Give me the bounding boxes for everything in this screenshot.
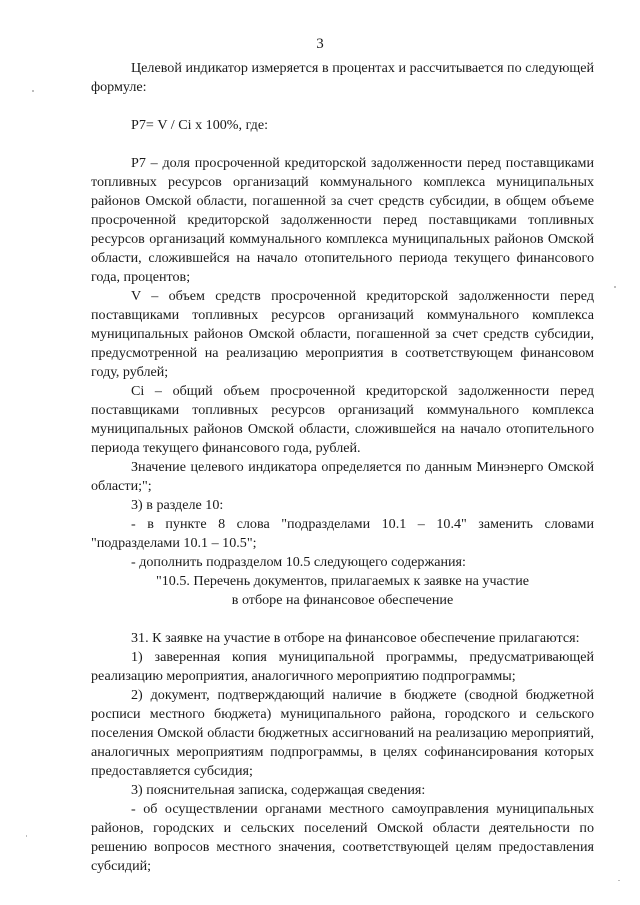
scan-artifact-mark [32,90,34,92]
scan-artifact-mark [614,286,616,288]
list-item-3-paragraph: 3) пояснительная записка, содержащая сведения: [131,782,426,798]
subsection-heading-line-2: в отборе на финансовое обеспечение [231,592,454,608]
page-number: 3 [316,36,324,52]
add-subsection-paragraph: - дополнить подразделом 10.5 следующего содержания: [131,554,466,570]
formula: Р7= V / Ci x 100%, где: [131,117,269,133]
subsection-heading-line-1: "10.5. Перечень документов, прилагаемых к заявке на участие [155,573,530,589]
formula-intro-paragraph: Целевой индикатор измеряется в процентах и рассчитывается по следующей формуле: [91,60,594,95]
item-8-amendment-paragraph: - в пункте 8 слова "подразделами 10.1 – 10.4" заменить словами "подразделами 10.1 – 10.5"; [91,516,594,551]
scan-artifact-mark [618,880,620,881]
section-10-paragraph: 3) в разделе 10: [131,497,224,513]
document-body [91,59,594,876]
clause-31-paragraph: 31. К заявке на участие в отборе на финансовое обеспечение прилагаются: [131,630,580,646]
list-item-1-paragraph: 1) заверенная копия муниципальной программы, предусматривающей реализацию мероприятия, аналогичного мероприятию подпрограммы; [91,649,594,684]
ci-definition-paragraph: Ci – общий объем просроченной кредиторской задолженности перед поставщиками топливных ресурсов организаций коммунального комплекса муниципальных районов Омской области, сложившейся на начало отопительного периода текущего финансового года, рублей. [91,383,594,456]
v-definition-paragraph: V – объем средств просроченной кредиторской задолженности перед поставщиками топливных ресурсов организаций коммунального комплекса муниципальных районов Омской области, погашенной за счет средств субсидии, предусмотренной на реализацию мероприятия в соответствующем финансовом году, рублей; [91,288,594,380]
indicator-source-paragraph: Значение целевого индикатора определяется по данным Минэнерго Омской области;"; [91,459,594,494]
p7-definition-paragraph: Р7 – доля просроченной кредиторской задолженности перед поставщиками топливных ресурсов организаций коммунального комплекса муниципальных районов Омской области, погашенной за счет средств субсидии, в общем объеме просроченной кредиторской задолженности перед поставщиками топливных ресурсов организаций коммунального комплекса муниципальных районов Омской области, сложившейся на начало отопительного периода текущего финансового года, процентов; [91,155,594,285]
list-item-3-subitem-paragraph: - об осуществлении органами местного самоуправления муниципальных районов, городских и сельских поселений Омской области деятельности по решению вопросов местного значения, соответствующей целям предоставления субсидий; [91,801,594,874]
list-item-2-paragraph: 2) документ, подтверждающий наличие в бюджете (сводной бюджетной росписи местного бюджета) муниципального района, городского и сельского поселения Омской области бюджетных ассигнований на реализацию мероприятий, аналогичных мероприятиям подпрограммы, в целях софинансирования которых предоставляется субсидия; [91,687,594,779]
scan-artifact-mark [26,835,27,837]
